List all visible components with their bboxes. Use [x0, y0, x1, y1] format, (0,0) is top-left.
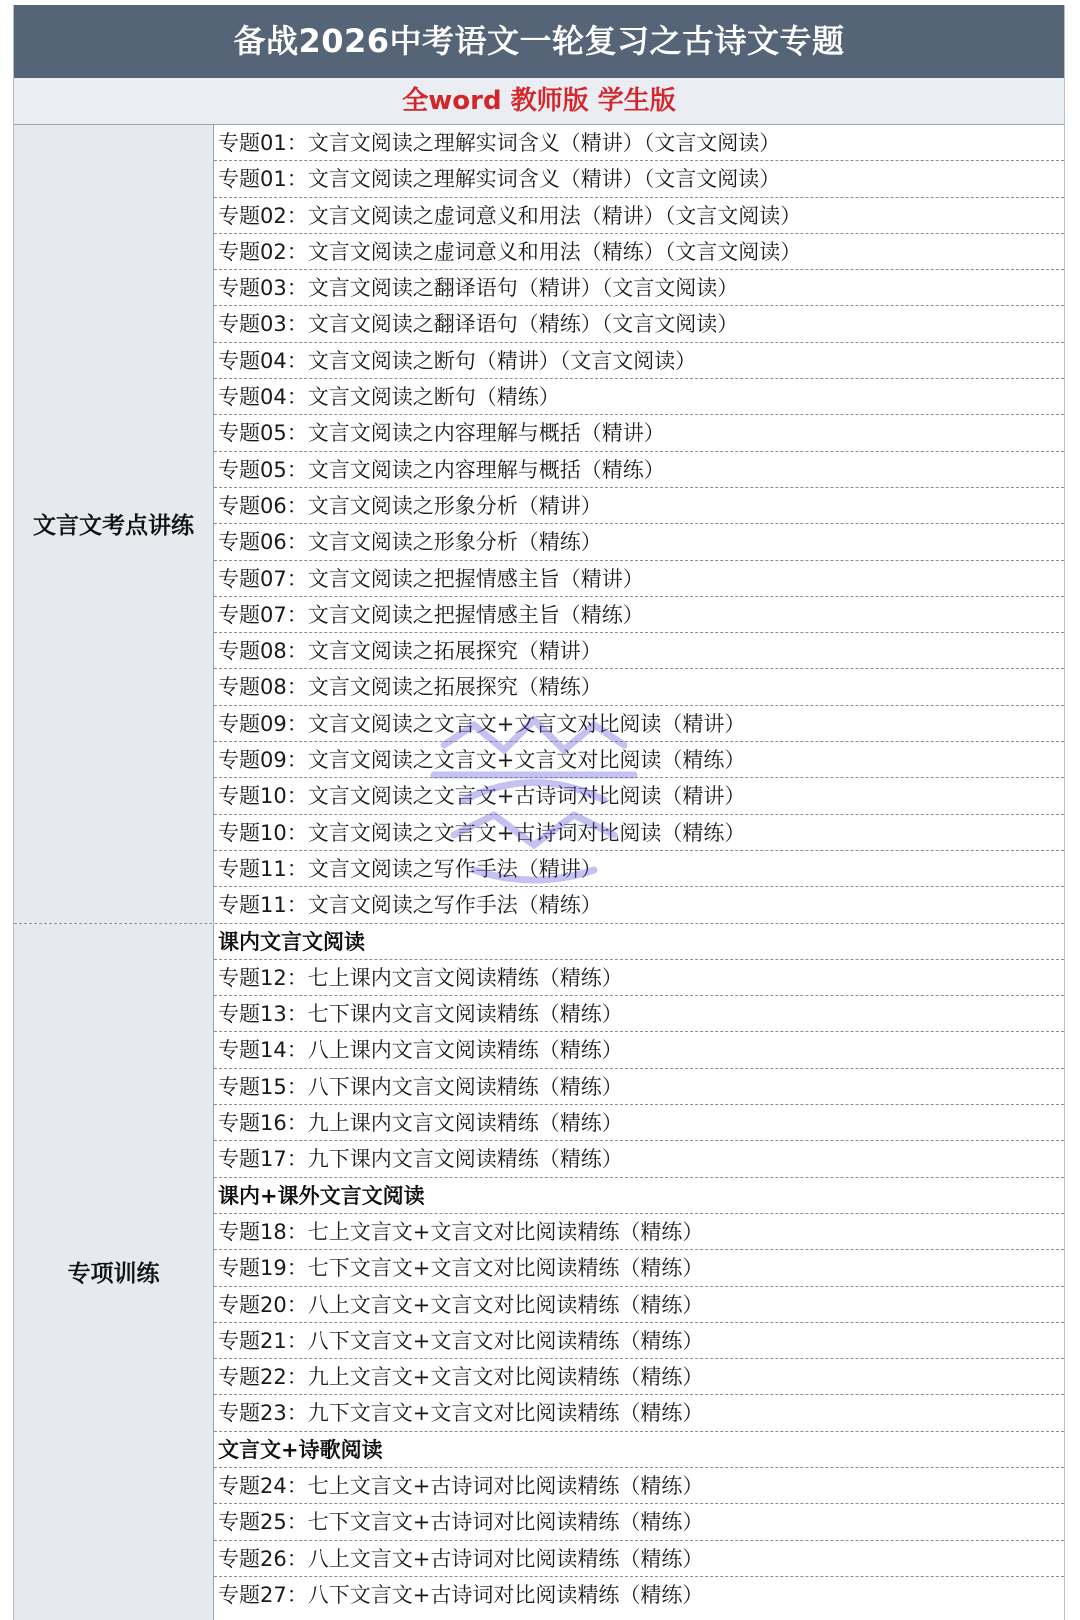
- topic-row: 专题07：文言文阅读之把握情感主旨（精练）: [214, 597, 1064, 633]
- topic-row: 专题10：文言文阅读之文言文+古诗词对比阅读（精讲）: [214, 778, 1064, 814]
- document-table: [13, 5, 1065, 1620]
- group-heading: 文言文+诗歌阅读: [214, 1432, 1064, 1468]
- section-special-training: [14, 924, 1064, 1620]
- topic-row: 专题09：文言文阅读之文言文+文言文对比阅读（精练）: [214, 742, 1064, 778]
- group-heading: 课内文言文阅读: [214, 924, 1064, 960]
- topic-row: 专题04：文言文阅读之断句（精讲）（文言文阅读）: [214, 343, 1064, 379]
- topic-row: 专题11：文言文阅读之写作手法（精练）: [218, 893, 602, 918]
- topic-row: 专题12：七上课内文言文阅读精练（精练）: [214, 960, 1064, 996]
- topic-row: 专题13：七下课内文言文阅读精练（精练）: [214, 996, 1064, 1032]
- topic-row: 专题02：文言文阅读之虚词意义和用法（精讲）（文言文阅读）: [214, 198, 1064, 234]
- topic-row: 专题22：九上文言文+文言文对比阅读精练（精练）: [214, 1359, 1064, 1395]
- topic-row: 专题01：文言文阅读之理解实词含义（精讲）（文言文阅读）: [214, 125, 1064, 161]
- topic-row: 专题19：七下文言文+文言文对比阅读精练（精练）: [214, 1250, 1064, 1286]
- topic-row: 专题17：九下课内文言文阅读精练（精练）: [214, 1141, 1064, 1177]
- topic-row: 专题09：文言文阅读之文言文+文言文对比阅读（精讲）: [214, 706, 1064, 742]
- topic-row: 专题26：八上文言文+古诗词对比阅读精练（精练）: [214, 1541, 1064, 1577]
- topic-list: [214, 125, 1064, 924]
- topic-row: 专题05：文言文阅读之内容理解与概括（精练）: [214, 452, 1064, 488]
- topic-row: 专题03：文言文阅读之翻译语句（精讲）（文言文阅读）: [214, 270, 1064, 306]
- topic-row: 专题15：八下课内文言文阅读精练（精练）: [214, 1069, 1064, 1105]
- topic-row: 专题21：八下文言文+文言文对比阅读精练（精练）: [214, 1323, 1064, 1359]
- topic-row: 专题06：文言文阅读之形象分析（精练）: [214, 524, 1064, 560]
- topic-row: 专题20：八上文言文+文言文对比阅读精练（精练）: [214, 1287, 1064, 1323]
- topic-row: 专题05：文言文阅读之内容理解与概括（精讲）: [214, 415, 1064, 451]
- group-heading: 课内+课外文言文阅读: [214, 1178, 1064, 1214]
- topic-row: 专题01：文言文阅读之理解实词含义（精讲）（文言文阅读）: [214, 161, 1064, 197]
- topic-row: 专题06：文言文阅读之形象分析（精讲）: [214, 488, 1064, 524]
- topic-row: 专题10：文言文阅读之文言文+古诗词对比阅读（精练）: [214, 815, 1064, 851]
- topic-row: 专题27：八下文言文+古诗词对比阅读精练（精练）: [218, 1582, 704, 1607]
- topic-row: 专题08：文言文阅读之拓展探究（精讲）: [214, 633, 1064, 669]
- topic-row: 专题18：七上文言文+文言文对比阅读精练（精练）: [214, 1214, 1064, 1250]
- topic-row: 专题24：七上文言文+古诗词对比阅读精练（精练）: [214, 1468, 1064, 1504]
- topic-row: 专题08：文言文阅读之拓展探究（精练）: [214, 669, 1064, 705]
- topic-row: 专题16：九上课内文言文阅读精练（精练）: [214, 1105, 1064, 1141]
- topic-row: 专题25：七下文言文+古诗词对比阅读精练（精练）: [214, 1504, 1064, 1540]
- section-label: 专项训练: [14, 924, 214, 1620]
- section-classical-chinese-lessons: [14, 125, 1064, 924]
- version-subtitle: 全word 教师版 学生版: [14, 78, 1064, 125]
- topic-row: 专题07：文言文阅读之把握情感主旨（精讲）: [214, 561, 1064, 597]
- topic-list: [214, 924, 1064, 1614]
- topic-row: 专题04：文言文阅读之断句（精练）: [214, 379, 1064, 415]
- topic-row: 专题23：九下文言文+文言文对比阅读精练（精练）: [214, 1395, 1064, 1431]
- topic-row: 专题11：文言文阅读之写作手法（精讲）: [214, 851, 1064, 887]
- section-label: 文言文考点讲练: [14, 125, 214, 923]
- topic-row: 专题03：文言文阅读之翻译语句（精练）（文言文阅读）: [214, 306, 1064, 342]
- document-title: 备战2026中考语文一轮复习之古诗文专题: [14, 5, 1064, 78]
- topic-row: 专题14：八上课内文言文阅读精练（精练）: [214, 1032, 1064, 1068]
- topic-row: 专题02：文言文阅读之虚词意义和用法（精练）（文言文阅读）: [214, 234, 1064, 270]
